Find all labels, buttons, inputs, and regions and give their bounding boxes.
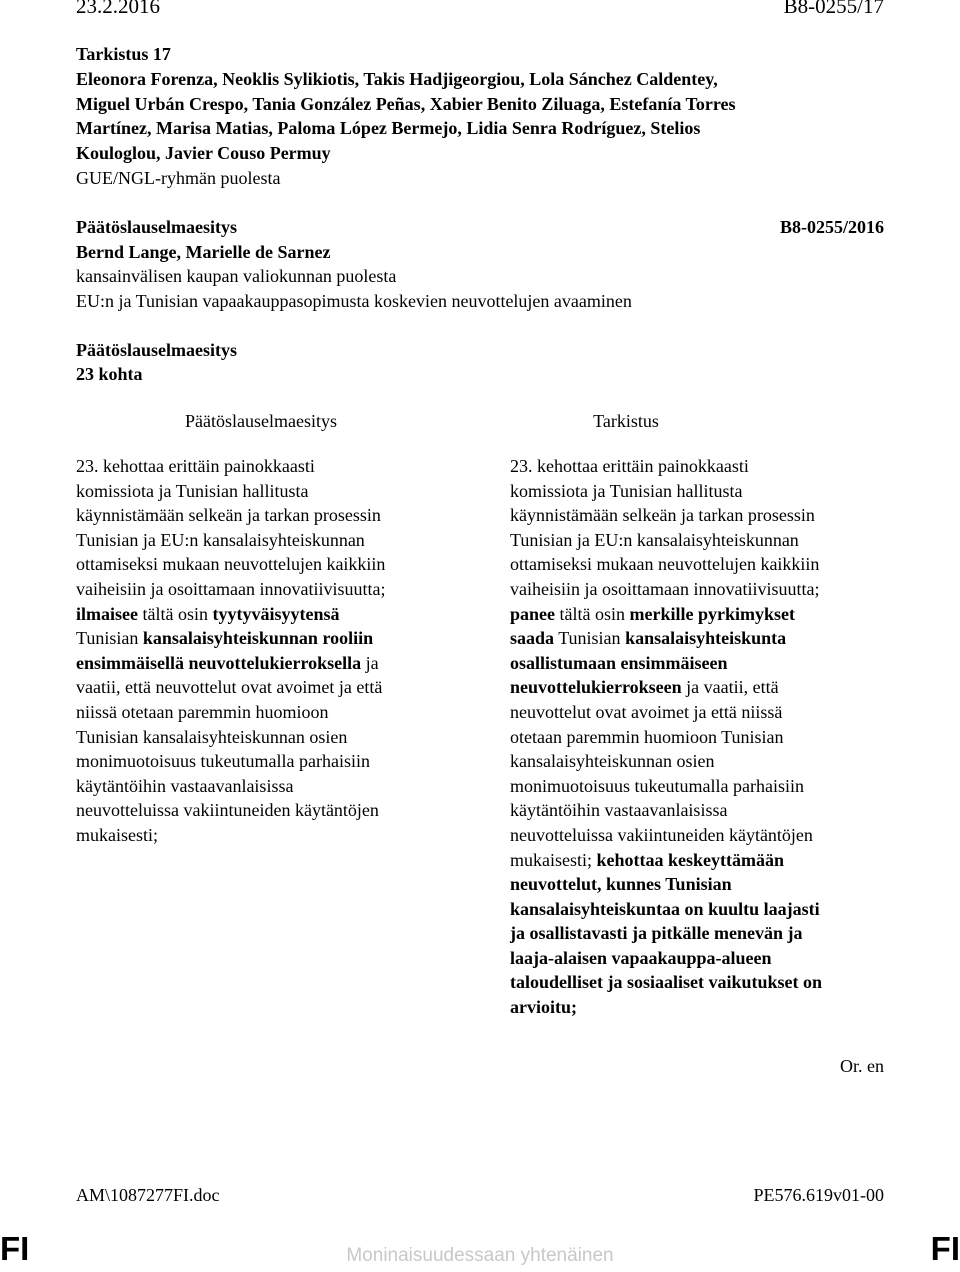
text-run: käynnistämään selkeän ja tarkan prosessin [510,505,815,526]
amended-text-line [510,528,890,553]
original-text-line [76,823,456,848]
inserted-text: taloudelliset ja sosiaaliset vaikutukset on [510,972,823,993]
original-text-line [76,700,456,725]
original-text-line [76,528,456,553]
text-run: komissiota ja Tunisian hallitusta [510,480,743,501]
amended-text-line [510,503,890,528]
text-run: ottamiseksi mukaan neuvottelujen kaikkiin [76,554,386,575]
text-run: tältä osin [555,603,630,624]
footer-pe-ref: PE576.619v01-00 [753,1185,884,1205]
text-run: Tunisian ja EU:n kansalaisyhteiskunnan [510,529,799,550]
original-text-line [76,774,456,799]
inserted-text: saada [510,628,555,649]
inserted-text: osallistumaan ensimmäiseen [510,652,728,673]
inserted-text: kansalaisyhteiskunta [625,628,787,649]
original-text-line [76,552,456,577]
section-point: 23 kohta [76,364,143,384]
language-code-left: FI [0,1230,30,1267]
left-column-header: Päätöslauselmaesitys [185,411,337,431]
original-text [76,454,456,848]
amended-text-line [510,577,890,602]
inserted-text: kansalaisyhteiskuntaa on kuultu laajasti [510,898,820,919]
amendment-number: Tarkistus 17 [76,44,171,64]
amended-text-line [510,823,890,848]
text-run: niissä otetaan paremmin huomioon [76,701,329,722]
footer-file: AM\1087277FI.doc [76,1185,220,1205]
inserted-text: arvioitu; [510,997,577,1018]
text-run: ja vaatii, että [681,677,779,698]
original-text-line [76,503,456,528]
original-text-line [76,725,456,750]
original-language: Or. en [840,1056,884,1076]
text-run: vaiheisiin ja osoittamaan innovatiivisuutta; [510,578,820,599]
amended-text-line [510,749,890,774]
inserted-text: panee [510,603,555,624]
inserted-text: kansalaisyhteiskunnan rooliin [142,628,374,649]
motion-subject: EU:n ja Tunisian vapaakauppasopimusta koskevien neuvottelujen avaaminen [76,291,632,311]
original-text-line [76,651,456,676]
amended-text-line [510,454,890,479]
inserted-text: neuvottelukierrokseen [510,677,682,698]
inserted-text: tyytyväisyytensä [212,603,340,624]
amended-text-line [510,479,890,504]
text-run: ja [361,652,379,673]
original-text-line [76,479,456,504]
original-text-line [76,675,456,700]
amended-text-line [510,626,890,651]
original-text-line [76,626,456,651]
text-run: 23. kehottaa erittäin painokkaasti [76,456,315,476]
text-run: neuvotteluissa vakiintuneiden käytäntöjen [76,800,379,821]
text-run: vaatii, että neuvottelut ovat avoimet ja että [76,677,383,698]
text-run: Tunisian kansalaisyhteiskunnan osien [76,726,348,747]
political-group: GUE/NGL-ryhmän puolesta [76,168,281,188]
amended-text-line [510,725,890,750]
amended-text-line [510,552,890,577]
original-text-line [76,749,456,774]
committee: kansainvälisen kaupan valiokunnan puolesta [76,266,397,286]
rapporteurs: Bernd Lange, Marielle de Sarnez [76,242,331,262]
amended-text-line [510,946,890,971]
amended-text-line [510,774,890,799]
author-line: Eleonora Forenza, Neoklis Sylikiotis, Takis Hadjigeorgiou, Lola Sánchez Caldentey, [76,69,718,89]
text-run: Tunisian [554,628,626,649]
author-line: Martínez, Marisa Matias, Paloma López Bermejo, Lidia Senra Rodríguez, Stelios [76,118,701,139]
text-run: Tunisian ja EU:n kansalaisyhteiskunnan [76,529,365,550]
original-text-line [76,602,456,627]
text-run: komissiota ja Tunisian hallitusta [76,480,309,501]
text-run: tältä osin [137,603,213,624]
right-column-header: Tarkistus [593,411,659,431]
author-line: Kouloglou, Javier Couso Permuy [76,142,331,163]
text-run: otetaan paremmin huomioon Tunisian [510,726,784,747]
text-run: käynnistämään selkeän ja tarkan prosessin [76,505,381,526]
section-label: Päätöslauselmaesitys [76,340,237,360]
text-run: monimuotoisuus tukeutumalla parhaisiin [76,751,370,772]
amended-text-line [510,897,890,922]
text-run: monimuotoisuus tukeutumalla parhaisiin [510,775,804,796]
inserted-text: ja osallistavasti ja pitkälle menevän ja [510,923,803,944]
amended-text-line [510,675,890,700]
inserted-text: neuvottelut, kunnes Tunisian [510,874,732,895]
text-run: neuvottelut ovat avoimet ja että niissä [510,701,783,722]
text-run: mukaisesti; [76,824,158,845]
amended-text-line [510,921,890,946]
inserted-text: ensimmäisellä neuvottelukierroksella [76,652,362,673]
text-run: käytäntöihin vastaavanlaisissa [510,800,728,821]
motion-label: Päätöslauselmaesitys [76,217,237,237]
amended-text-line [510,602,890,627]
amended-text-line [510,651,890,676]
text-run: vaiheisiin ja osoittamaan innovatiivisuutta; [76,578,386,599]
inserted-text: merkille pyrkimykset [629,603,795,624]
original-text-line [76,577,456,602]
text-run: 23. kehottaa erittäin painokkaasti [510,456,749,476]
header-date: 23.2.2016 [76,0,160,18]
amendment-authors [76,67,896,165]
eu-motto: Moninaisuudessaan yhtenäinen [346,1245,614,1266]
amended-text-line [510,798,890,823]
inserted-text: ilmaisee [76,603,138,624]
amended-text-line [510,970,890,995]
amended-text-line [510,848,890,873]
motion-ref: B8-0255/2016 [779,217,884,237]
inserted-text: laaja-alaisen vapaakauppa-alueen [510,947,772,968]
author-line: Miguel Urbán Crespo, Tania González Peñas, Xabier Benito Ziluaga, Estefanía Torres [76,93,736,114]
text-run: neuvotteluissa vakiintuneiden käytäntöjen [510,824,813,845]
header-doc-ref: B8-0255/17 [783,0,884,18]
language-code-right: FI [930,1230,960,1267]
original-text-line [76,454,456,479]
amended-text-line [510,700,890,725]
text-run: kansalaisyhteiskunnan osien [510,751,715,772]
text-run: ottamiseksi mukaan neuvottelujen kaikkiin [510,554,820,575]
inserted-text: kehottaa keskeyttämään [596,849,784,870]
text-run: Tunisian [76,628,143,649]
text-run: mukaisesti; [510,849,597,870]
text-run: käytäntöihin vastaavanlaisissa [76,775,294,796]
amended-text [510,454,890,1020]
amended-text-line [510,872,890,897]
amended-text-line [510,995,890,1020]
original-text-line [76,798,456,823]
